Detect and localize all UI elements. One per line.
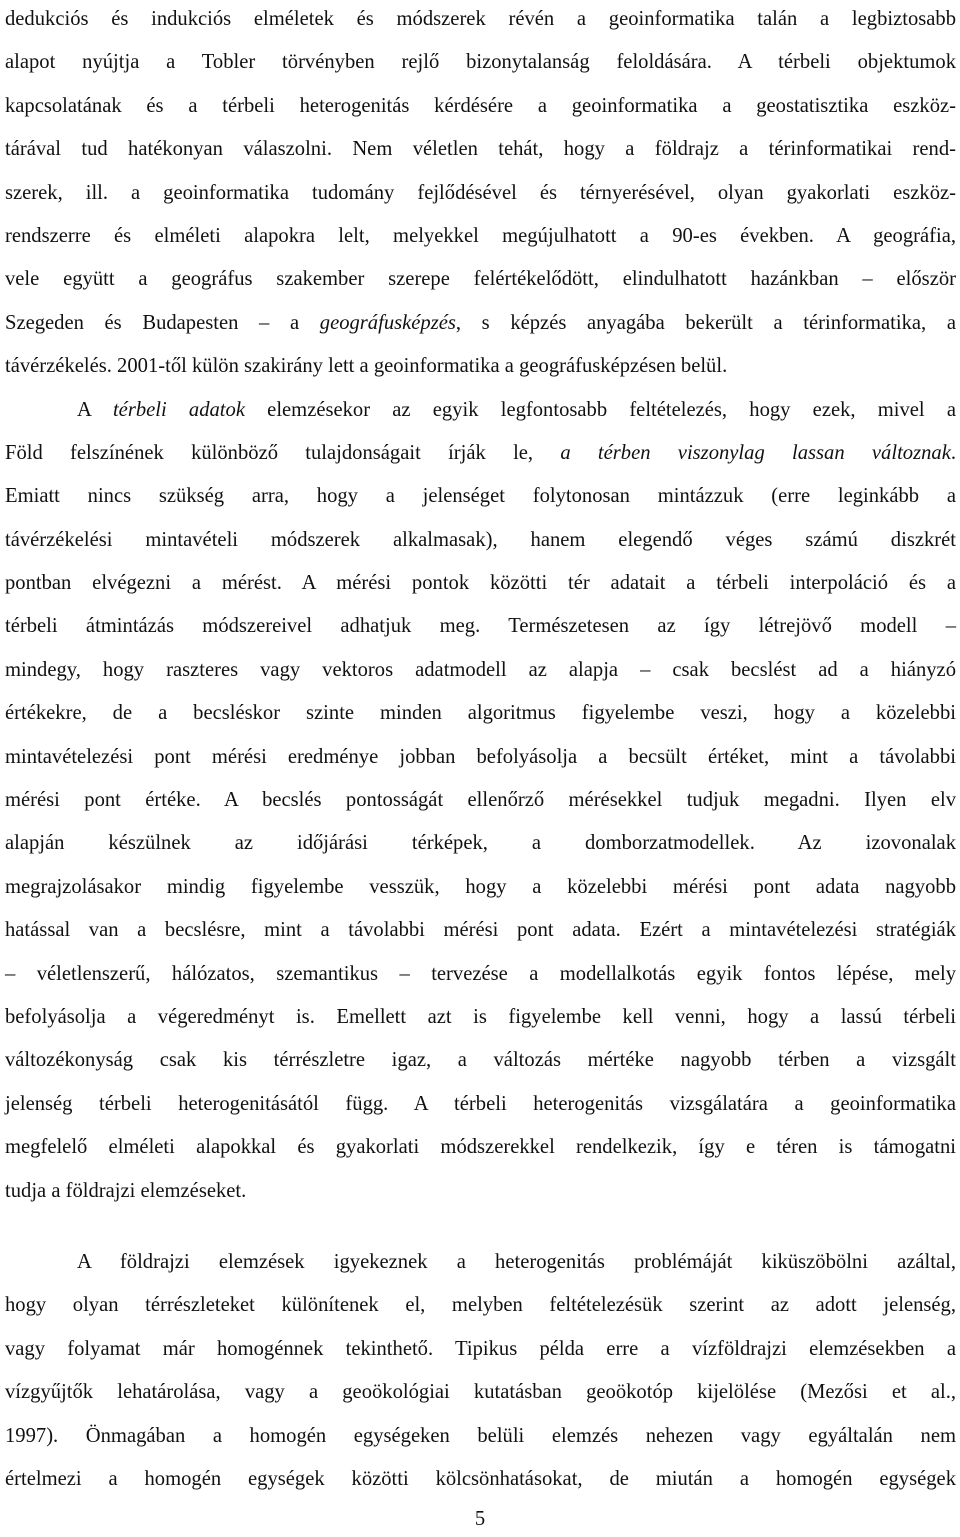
text-line: [5, 128, 956, 171]
text-run: térbeli átmintázás módszereivel adhatjuk meg. Természetesen az így létrejövő modell –: [5, 615, 956, 638]
text-run: tárával tud hatékonyan válaszolni. Nem véletlen tehát, hogy a földrajz a térinformatikai rend-: [5, 138, 956, 161]
text-run: vagy folyamat már homogénnek tekinthető. Tipikus példa erre a vízföldrajzi elemzésekben a: [5, 1337, 956, 1360]
text-run: mindegy, hogy raszteres vagy vektoros adatmodell az alapja – csak becslést ad a hiányzó: [5, 658, 956, 681]
text-run: vele együtt a geográfus szakember szerepe felértékelődött, elindulhatott hazánkban – először: [5, 268, 956, 291]
text-run: A földrajzi elemzések igyekeznek a heterogenitás problémáját kiküszöbölni azáltal,: [77, 1250, 956, 1273]
text-run: távérzékelési mintavételi módszerek alkalmasak), hanem elegendő véges számú diszkrét: [5, 528, 956, 551]
text-line: [5, 779, 956, 822]
text-run: dedukciós és indukciós elméletek és módszerek révén a geoinformatika talán a legbiztosabb: [5, 8, 956, 30]
text-run: hatással van a becslésre, mint a távolabbi mérési pont adata. Ezért a mintavételezési stratégiák: [5, 919, 956, 942]
paragraph-gap: [5, 1213, 956, 1241]
page-number: 5: [474, 1508, 486, 1530]
text-line: [5, 85, 956, 128]
text-line: [5, 41, 956, 84]
text-run: befolyásolja a végeredményt is. Emellett azt is figyelembe kell venni, hogy a lassú térbeli: [5, 1005, 956, 1028]
text-line: [5, 953, 956, 996]
text-line: [5, 736, 956, 779]
text-run: szerek, ill. a geoinformatika tudomány fejlődésével és térnyerésével, olyan gyakorlati eszköz-: [5, 181, 956, 204]
text-run: elemzésekor az egyik legfontosabb feltételezés, hogy ezek, mivel a: [244, 398, 956, 421]
text-line: [5, 562, 956, 605]
text-line: [5, 519, 956, 562]
italic-phrase: a térben viszonylag lassan változnak: [560, 441, 951, 464]
text-line: [5, 1328, 956, 1371]
text-run: Emiatt nincs szükség arra, hogy a jelenséget folytonosan mintázzuk (erre leginkább a: [5, 485, 956, 508]
text-run: rendszerre és elméleti alapokra lelt, melyekkel megújulhatott a 90-es években. A geográfia,: [5, 224, 956, 247]
text-run: hogy olyan térrészleteket különítenek el, melyben feltételezésük szerint az adott jelenség,: [5, 1294, 956, 1317]
text-run: vízgyűjtők lehatárolása, vagy a geoökológiai kutatásban geoökotóp kijelölése (Mezősi et al.,: [5, 1381, 956, 1404]
text-run: mintavételezési pont mérési eredménye jobban befolyásolja a becsült értéket, mint a távolabbi: [5, 745, 956, 768]
text-run: mérési pont értéke. A becslés pontosságát ellenőrző mérésekkel tudjuk megadni. Ilyen elv: [5, 789, 956, 812]
text-run: pontban elvégezni a mérést. A mérési pontok közötti tér adatait a térbeli interpoláció és a: [5, 572, 956, 595]
text-run: megfelelő elméleti alapokkal és gyakorlati módszerekkel rendelkezik, így e téren is támogatni: [5, 1136, 956, 1159]
text-line: [5, 1039, 956, 1082]
text-line: [5, 605, 956, 648]
text-line: [5, 302, 956, 345]
text-line: [5, 1126, 956, 1169]
text-line: [5, 1415, 956, 1458]
text-line: [5, 822, 956, 865]
text-line: [5, 1241, 956, 1284]
text-line: [5, 996, 956, 1039]
text-line: [5, 432, 956, 475]
text-run: alapot nyújtja a Tobler törvényben rejlő bizonytalanság feloldására. A térbeli objektumok: [5, 51, 956, 74]
text-run: jelenség térbeli heterogenitásától függ. A térbeli heterogenitás vizsgálatára a geoinformatika: [5, 1092, 956, 1115]
text-run: 1997). Önmagában a homogén egységeken belüli elemzés nehezen vagy egyáltalán nem: [5, 1424, 956, 1447]
text-line: [5, 1371, 956, 1414]
text-line: [5, 1284, 956, 1327]
text-line: [5, 475, 956, 518]
text-run: távérzékelés. 2001-től külön szakirány lett a geoinformatika a geográfusképzésen belül.: [5, 355, 728, 378]
text-run: alapján készülnek az időjárási térképek, a domborzatmodellek. Az izovonalak: [5, 832, 956, 855]
text-line: [5, 1083, 956, 1126]
text-line: [5, 345, 956, 388]
text-line: [5, 172, 956, 215]
text-run: Szegeden és Budapesten – a: [5, 311, 320, 334]
body-text: [5, 0, 956, 1501]
text-line: [5, 649, 956, 692]
text-line: [5, 1170, 956, 1213]
text-line: [5, 389, 956, 432]
text-run: tudja a földrajzi elemzéseket.: [5, 1179, 247, 1202]
text-run: értelmezi a homogén egységek közötti kölcsönhatásokat, de miután a homogén egységek: [5, 1467, 956, 1490]
text-run: megrajzolásakor mindig figyelembe vesszük, hogy a közelebbi mérési pont adata nagyobb: [5, 875, 956, 898]
text-run: – véletlenszerű, hálózatos, szemantikus – tervezése a modellalkotás egyik fontos lépése, mely: [5, 962, 956, 985]
text-line: [5, 909, 956, 952]
text-line: [5, 692, 956, 735]
text-run: .: [950, 441, 956, 464]
italic-phrase: geográfusképzés: [319, 311, 456, 334]
text-run: értékekre, de a becsléskor szinte minden algoritmus figyelembe veszi, hogy a közelebbi: [5, 702, 956, 725]
text-run: A: [77, 398, 113, 421]
text-run: változékonyság csak kis térrészletre igaz, a változás mértéke nagyobb térben a vizsgált: [5, 1049, 956, 1072]
text-line: [5, 0, 956, 41]
text-run: , s képzés anyagába bekerült a térinformatika, a: [455, 311, 956, 334]
text-run: Föld felszínének különböző tulajdonságait írják le,: [5, 441, 561, 464]
text-line: [5, 1458, 956, 1501]
text-line: [5, 215, 956, 258]
text-run: kapcsolatának és a térbeli heterogenitás kérdésére a geoinformatika a geostatisztika eszköz-: [5, 94, 956, 117]
text-line: [5, 866, 956, 909]
text-line: [5, 258, 956, 301]
italic-phrase: térbeli adatok: [112, 398, 245, 421]
